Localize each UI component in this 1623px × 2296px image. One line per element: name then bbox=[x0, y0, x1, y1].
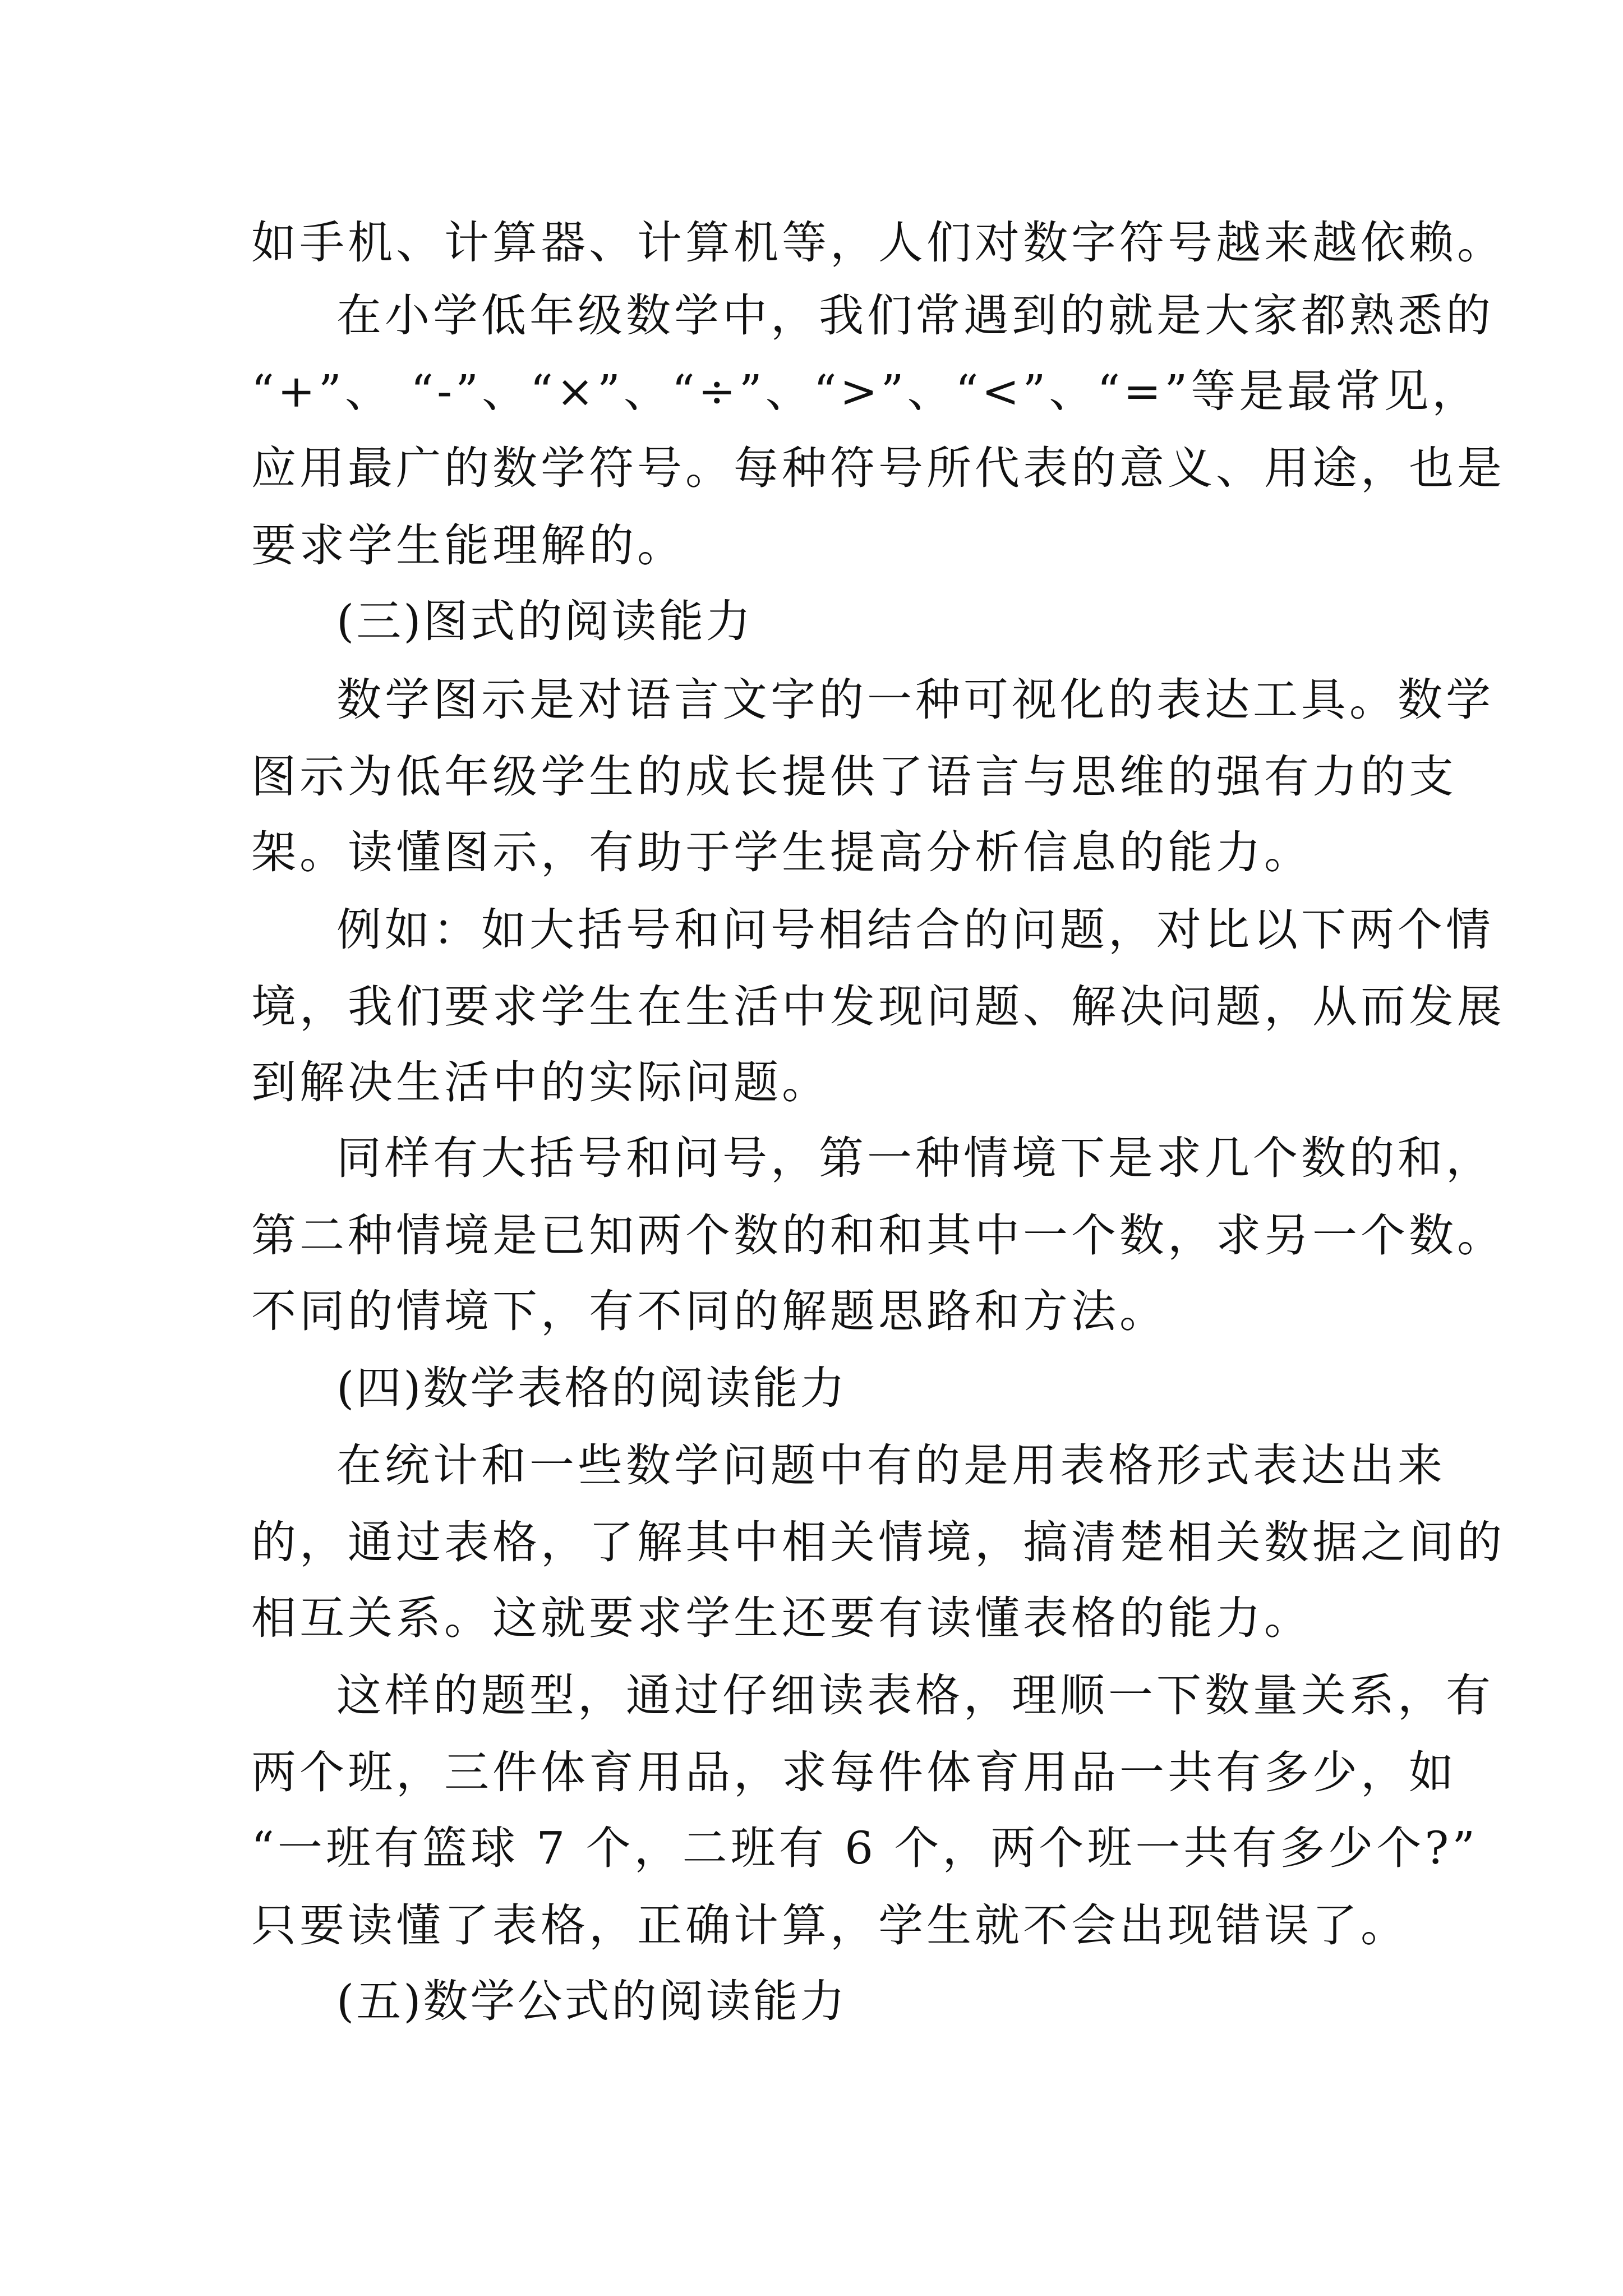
paragraph-line: 第二种情境是已知两个数的和和其中一个数，求另一个数。 bbox=[251, 1209, 1505, 1262]
paragraph-line: 例如：如大括号和问号相结合的问题，对比以下两个情 bbox=[336, 904, 1494, 956]
paragraph-line: 境，我们要求学生在生活中发现问题、解决问题，从而发展 bbox=[251, 981, 1505, 1033]
paragraph-line: 到解决生活中的实际问题。 bbox=[251, 1056, 830, 1108]
paragraph-line: 不同的情境下，有不同的解题思路和方法。 bbox=[251, 1285, 1168, 1337]
section-heading-4: (四)数学表格的阅读能力 bbox=[336, 1362, 847, 1414]
paragraph-line: 要求学生能理解的。 bbox=[251, 519, 685, 572]
paragraph-line: 只要读懂了表格，正确计算，学生就不会出现错误了。 bbox=[251, 1899, 1409, 1952]
paragraph-line: “一班有篮球 7 个，二班有 6 个，两个班一共有多少个?” bbox=[251, 1822, 1479, 1874]
paragraph-line: 相互关系。这就要求学生还要有读懂表格的能力。 bbox=[251, 1592, 1312, 1644]
section-heading-5: (五)数学公式的阅读能力 bbox=[336, 1975, 847, 2027]
paragraph-line: 图示为低年级学生的成长提供了语言与思维的强有力的支 bbox=[251, 751, 1457, 803]
paragraph-line: 这样的题型，通过仔细读表格，理顺一下数量关系，有 bbox=[336, 1669, 1494, 1722]
paragraph-line: 两个班，三件体育用品，求每件体育用品一共有多少，如 bbox=[251, 1746, 1457, 1798]
paragraph-line: “+”、 “-”、“×”、“÷”、“>”、“<”、“=”等是最常见， bbox=[251, 365, 1481, 417]
section-heading-3: (三)图式的阅读能力 bbox=[336, 595, 753, 647]
paragraph-line: 数学图示是对语言文字的一种可视化的表达工具。数学 bbox=[336, 674, 1494, 726]
paragraph-line: 在小学低年级数学中，我们常遇到的就是大家都熟悉的 bbox=[336, 289, 1494, 342]
paragraph-line: 同样有大括号和问号，第一种情境下是求几个数的和， bbox=[336, 1132, 1494, 1184]
paragraph-line: 的，通过表格，了解其中相关情境，搞清楚相关数据之间的 bbox=[251, 1516, 1505, 1568]
paragraph-line: 应用最广的数学符号。每种符号所代表的意义、用途，也是 bbox=[251, 442, 1505, 494]
paragraph-line: 如手机、计算器、计算机等，人们对数字符号越来越依赖。 bbox=[251, 217, 1505, 269]
paragraph-line: 在统计和一些数学问题中有的是用表格形式表达出来 bbox=[336, 1439, 1446, 1492]
paragraph-line: 架。读懂图示，有助于学生提高分析信息的能力。 bbox=[251, 826, 1312, 878]
